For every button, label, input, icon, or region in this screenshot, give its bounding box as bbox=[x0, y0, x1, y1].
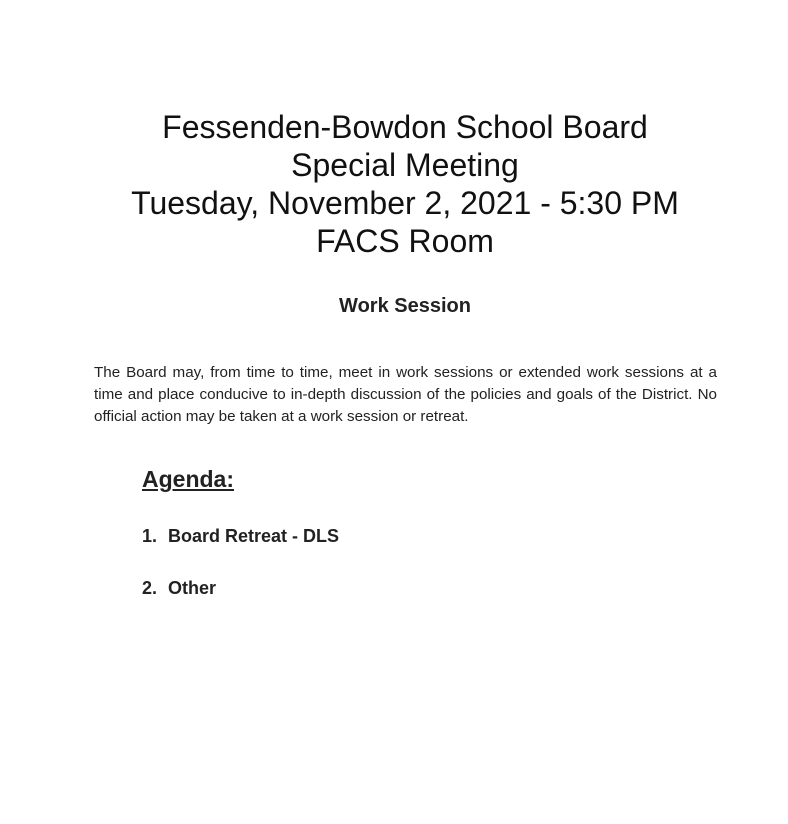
agenda-item-label: Board Retreat - DLS bbox=[168, 526, 340, 546]
meeting-type: Special Meeting bbox=[291, 147, 519, 183]
agenda-list bbox=[142, 524, 339, 628]
agenda-heading: Agenda: bbox=[142, 466, 234, 492]
meeting-location: FACS Room bbox=[316, 223, 494, 259]
meeting-title-block bbox=[0, 108, 788, 260]
agenda-item bbox=[142, 576, 339, 600]
meeting-datetime: Tuesday, November 2, 2021 - 5:30 PM bbox=[131, 185, 679, 221]
agenda-item-label: Other bbox=[168, 578, 217, 598]
agenda-item-number: 2. bbox=[142, 578, 158, 598]
agenda-item bbox=[142, 524, 339, 548]
session-heading: Work Session bbox=[339, 295, 471, 317]
session-description: The Board may, from time to time, meet in work sessions or extended work sessions at a time and place conducive to in-depth discussion of the policies and goals of the District. No official action may be taken at a work session or retreat. bbox=[94, 364, 717, 425]
board-name: Fessenden-Bowdon School Board bbox=[162, 109, 648, 145]
agenda-item-number: 1. bbox=[142, 526, 158, 546]
